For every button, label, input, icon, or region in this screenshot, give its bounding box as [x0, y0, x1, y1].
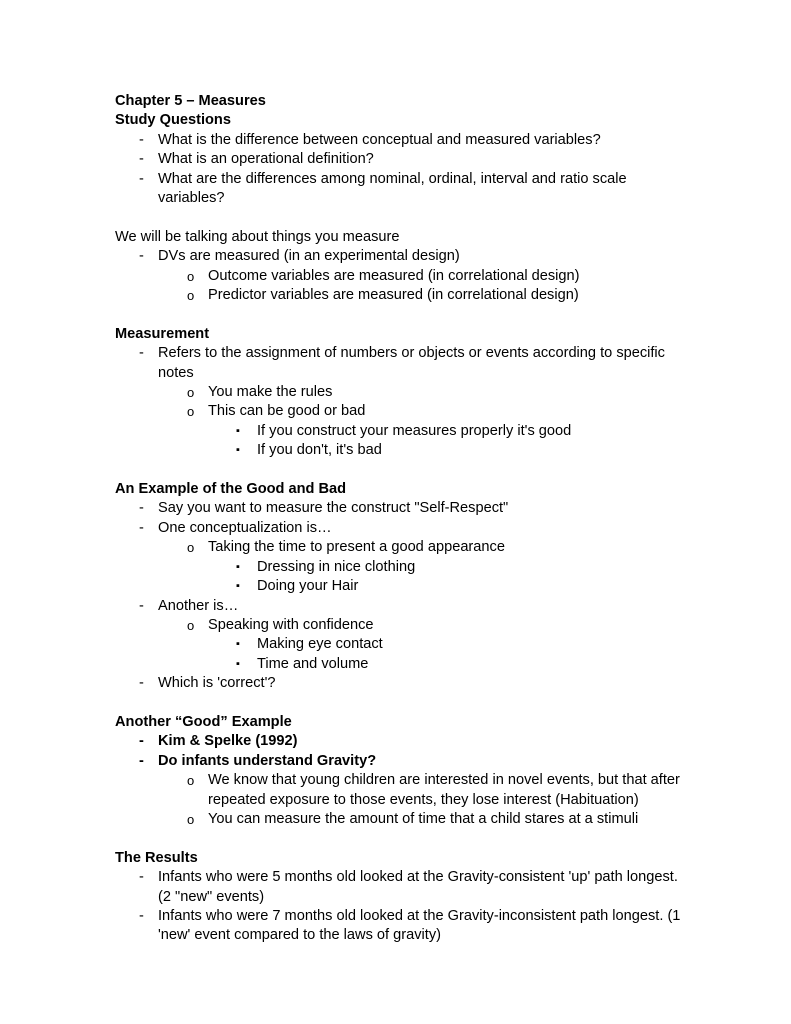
- list-item-label: Which is 'correct'?: [158, 675, 276, 692]
- circle-bullet-icon: o: [187, 540, 195, 556]
- dash-bullet-icon: -: [139, 248, 144, 265]
- list-item: [115, 732, 691, 751]
- dash-bullet-icon: -: [139, 675, 144, 692]
- sub-list-item: [115, 616, 691, 635]
- sub-sub-list-item: [115, 558, 691, 577]
- sub-list-item: [115, 810, 691, 829]
- dash-bullet-icon: -: [139, 151, 144, 168]
- circle-bullet-icon: o: [187, 773, 195, 789]
- list-item: [115, 752, 691, 771]
- blank-line: [115, 305, 691, 324]
- dash-bullet-icon: -: [139, 170, 144, 187]
- blank-line: [115, 829, 691, 848]
- circle-bullet-icon: o: [187, 617, 195, 633]
- circle-bullet-icon: o: [187, 268, 195, 284]
- list-item-label: DVs are measured (in an experimental design): [158, 248, 460, 265]
- dash-bullet-icon: -: [139, 345, 144, 362]
- list-item: [115, 907, 691, 946]
- dash-bullet-icon: -: [139, 733, 144, 750]
- list-item: [115, 868, 691, 907]
- section-heading-another-good-example: Another “Good” Example: [115, 713, 292, 730]
- list-item-label: What are the differences among nominal, ordinal, interval and ratio scale variables?: [158, 170, 627, 207]
- list-item-label: What is an operational definition?: [158, 151, 374, 168]
- list-item: [115, 597, 691, 616]
- dash-bullet-icon: -: [139, 869, 144, 886]
- section-heading-measurement: Measurement: [115, 325, 210, 342]
- sub-sub-list-item-label: If you construct your measures properly it's good: [257, 422, 572, 439]
- square-bullet-icon: ▪: [236, 560, 240, 573]
- blank-line: [115, 694, 691, 713]
- circle-bullet-icon: o: [187, 385, 195, 401]
- blank-line: [115, 208, 691, 227]
- list-item: [115, 247, 691, 266]
- square-bullet-icon: ▪: [236, 424, 240, 437]
- dash-bullet-icon: -: [139, 500, 144, 517]
- sub-list-item: [115, 286, 691, 305]
- sub-sub-list-item: [115, 635, 691, 654]
- sub-sub-list-item-label: If you don't, it's bad: [257, 442, 382, 459]
- list-item: [115, 344, 691, 383]
- sub-sub-list-item: [115, 441, 691, 460]
- sub-list-item-label: You can measure the amount of time that a child stares at a stimuli: [208, 810, 639, 827]
- sub-list-item: [115, 383, 691, 402]
- list-item-label: Infants who were 5 months old looked at the Gravity-consistent 'up' path longest. (2 "new" events): [158, 869, 678, 905]
- dash-bullet-icon: -: [139, 519, 144, 536]
- section-heading-example-good-bad: An Example of the Good and Bad: [115, 481, 347, 498]
- sub-sub-list-item: [115, 655, 691, 674]
- list-item-label: Infants who were 7 months old looked at the Gravity-inconsistent path longest. (1 'new' event compared to the laws of gravity): [158, 907, 681, 944]
- sub-sub-list-item-label: Making eye contact: [257, 636, 383, 653]
- sub-list-item-label: Predictor variables are measured (in correlational design): [208, 287, 579, 304]
- sub-sub-list-item: [115, 577, 691, 596]
- square-bullet-icon: ▪: [236, 444, 240, 457]
- document-title: Chapter 5 – Measures: [115, 93, 266, 109]
- square-bullet-icon: ▪: [236, 638, 240, 651]
- sub-list-item: [115, 771, 691, 810]
- dash-bullet-icon: -: [139, 597, 144, 614]
- sub-list-item-label: We know that young children are interested in novel events, but that after repeated exposure to those events, they lose interest (Habituation): [208, 772, 680, 808]
- list-item-label: Refers to the assignment of numbers or objects or events according to specific notes: [158, 345, 665, 381]
- sub-sub-list-item: [115, 422, 691, 441]
- sub-list-item: [115, 267, 691, 286]
- section-heading-study-questions: Study Questions: [115, 112, 231, 129]
- sub-list-item-label: This can be good or bad: [208, 403, 366, 420]
- circle-bullet-icon: o: [187, 288, 195, 304]
- list-item: [115, 674, 691, 693]
- list-item-label: Kim & Spelke (1992): [158, 733, 298, 750]
- sub-list-item-label: Outcome variables are measured (in correlational design): [208, 267, 580, 284]
- list-item-label: Another is…: [158, 597, 239, 614]
- sub-sub-list-item-label: Dressing in nice clothing: [257, 558, 416, 575]
- list-item: [115, 499, 691, 518]
- section-heading-the-results: The Results: [115, 849, 198, 866]
- blank-line: [115, 461, 691, 480]
- square-bullet-icon: ▪: [236, 657, 240, 670]
- sub-list-item-label: Taking the time to present a good appearance: [208, 539, 505, 556]
- list-item: [115, 131, 691, 150]
- dash-bullet-icon: -: [139, 131, 144, 148]
- document-body: [115, 92, 691, 946]
- square-bullet-icon: ▪: [236, 580, 240, 593]
- sub-sub-list-item-label: Time and volume: [257, 655, 369, 672]
- list-item: [115, 170, 691, 209]
- sub-list-item-label: You make the rules: [208, 384, 333, 401]
- sub-sub-list-item-label: Doing your Hair: [257, 578, 359, 595]
- sub-list-item: [115, 538, 691, 557]
- dash-bullet-icon: -: [139, 752, 144, 769]
- dash-bullet-icon: -: [139, 907, 144, 924]
- paragraph-intro: We will be talking about things you measure: [115, 228, 400, 245]
- list-item-label: What is the difference between conceptual and measured variables?: [158, 131, 601, 148]
- list-item-label: Say you want to measure the construct "Self-Respect": [158, 500, 509, 517]
- list-item: [115, 150, 691, 169]
- circle-bullet-icon: o: [187, 811, 195, 827]
- list-item: [115, 519, 691, 538]
- circle-bullet-icon: o: [187, 404, 195, 420]
- list-item-label: Do infants understand Gravity?: [158, 752, 377, 769]
- sub-list-item-label: Speaking with confidence: [208, 616, 374, 633]
- sub-list-item: [115, 402, 691, 421]
- list-item-label: One conceptualization is…: [158, 519, 332, 536]
